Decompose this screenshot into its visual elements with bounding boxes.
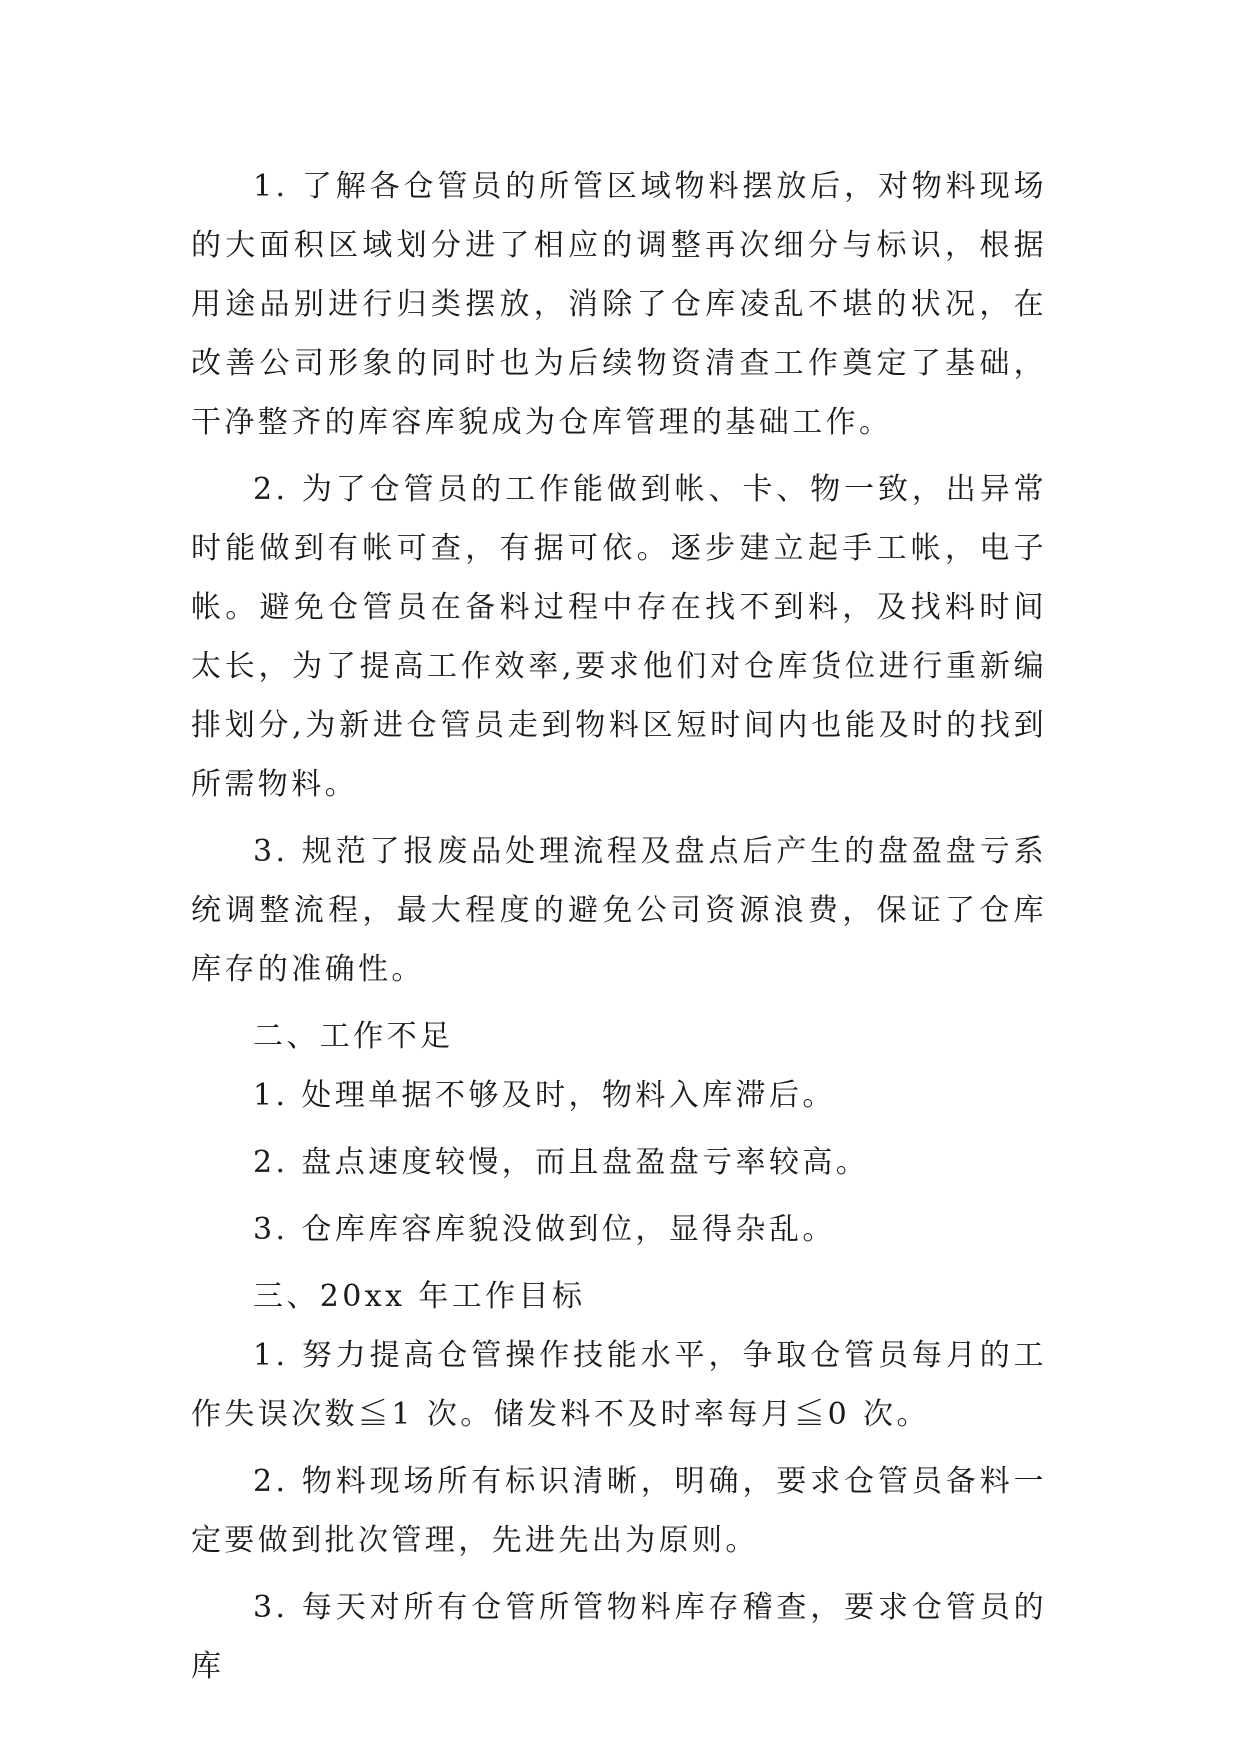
paragraph-1: 1. 了解各仓管员的所管区域物料摆放后，对物料现场的大面积区域划分进了相应的调整再次细分与标识，根据用途品别进行归类摆放，消除了仓库凌乱不堪的状况，在改善公司形象的同时也为后续物资清查工作奠定了基础，干净整齐的库容库貌成为仓库管理的基础工作。	[191, 169, 1047, 440]
paragraph-3: 3. 规范了报废品处理流程及盘点后产生的盘盈盘亏系统调整流程，最大程度的避免公司资源浪费，保证了仓库库存的准确性。	[191, 834, 1047, 987]
paragraph-6: 3. 仓库库容库貌没做到位，显得杂乱。	[253, 1212, 836, 1247]
section-heading-goals: 三、20xx 年工作目标	[253, 1279, 586, 1314]
paragraph-4: 1. 处理单据不够及时，物料入库滞后。	[253, 1078, 836, 1113]
paragraph-2: 2. 为了仓管员的工作能做到帐、卡、物一致，出异常时能做到有帐可查，有据可依。逐步建立起手工帐，电子帐。避免仓管员在备料过程中存在找不到料，及找料时间太长，为了提高工作效率,要求他们对仓库货位进行重新编排划分,为新进仓管员走到物料区短时间内也能及时的找到所需物料。	[191, 472, 1047, 802]
section-heading-shortcomings: 二、工作不足	[253, 1019, 454, 1054]
document-body	[191, 157, 1047, 1704]
paragraph-7: 1. 努力提高仓管操作技能水平，争取仓管员每月的工作失误次数≦1 次。储发料不及时率每月≦0 次。	[191, 1338, 1047, 1432]
paragraph-9: 3. 每天对所有仓管所管物料库存稽查，要求仓管员的库	[191, 1590, 1047, 1684]
paragraph-8: 2. 物料现场所有标识清晰，明确，要求仓管员备料一定要做到批次管理，先进先出为原则。	[191, 1464, 1047, 1558]
paragraph-5: 2. 盘点速度较慢，而且盘盈盘亏率较高。	[253, 1145, 870, 1180]
